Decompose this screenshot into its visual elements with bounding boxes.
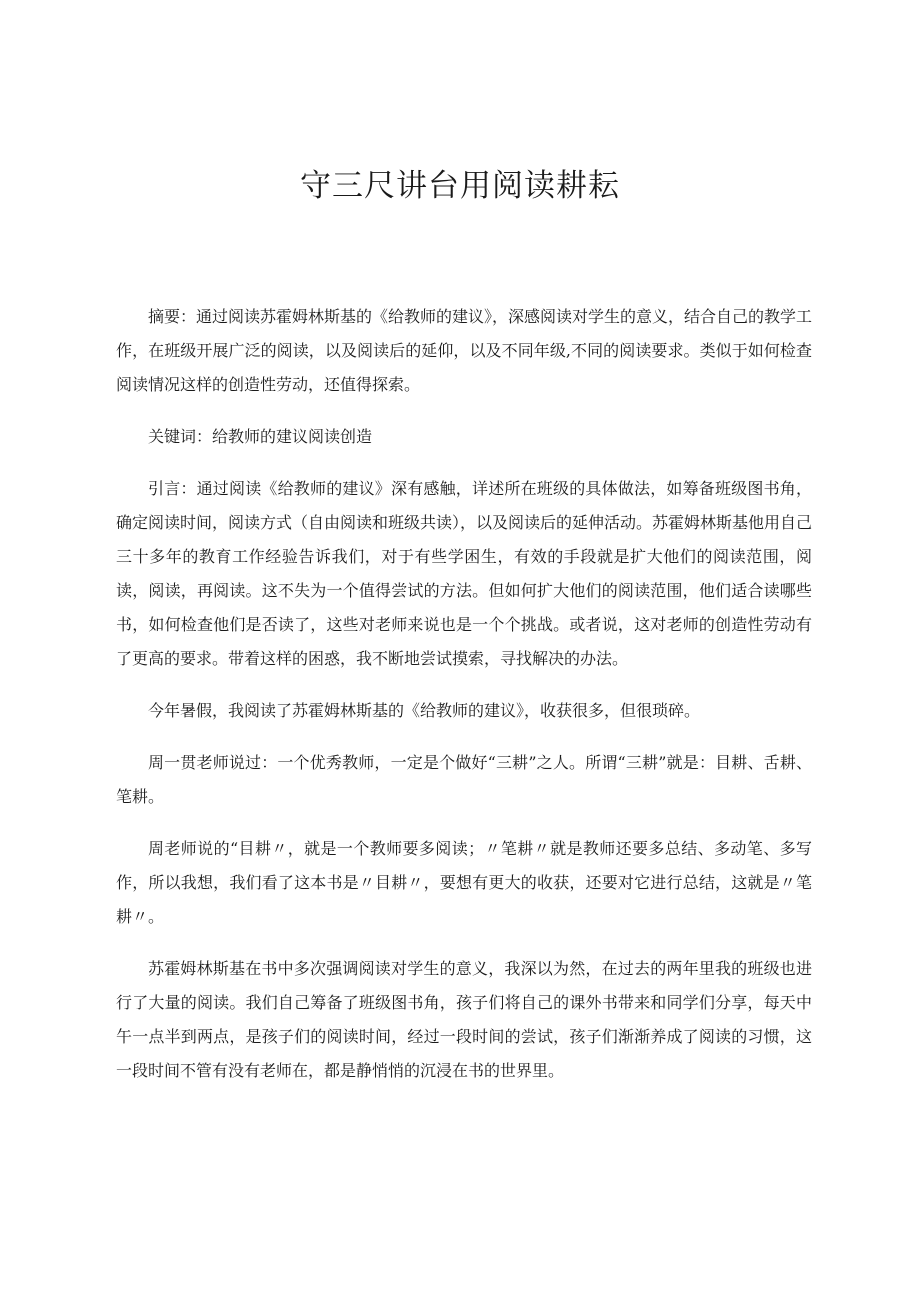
body-paragraph: 苏霍姆林斯基在书中多次强调阅读对学生的意义，我深以为然，在过去的两年里我的班级也进行了大量的阅读。我们自己筹备了班级图书角，孩子们将自己的课外书带来和同学们分享，每天中午一点半到两点，是孩子们的阅读时间，经过一段时间的尝试，孩子们渐渐养成了阅读的习惯，这一段时间不管有没有老师在，都是静悄悄的沉浸在书的世界里。 [116,959,812,1080]
abstract-paragraph: 摘要：通过阅读苏霍姆林斯基的《给教师的建议》，深感阅读对学生的意义，结合自己的教学工作，在班级开展广泛的阅读，以及阅读后的延仰，以及不同年级,不同的阅读要求。类似于如何检查阅读情况这样的创造性劳动，还值得探索。 [116,307,813,394]
body-paragraph: 周一贯老师说过：一个优秀教师，一定是个做好“三耕”之人。所谓“三耕”就是：目耕、舌耕、笔耕。 [116,753,812,806]
body-paragraph: 周老师说的“目耕〃，就是一个教师要多阅读；〃笔耕〃就是教师还要多总结、多动笔、多写作，所以我想，我们看了这本书是〃目耕〃，要想有更大的收获，还要对它进行总结，这就是〃笔耕〃。 [116,839,812,926]
body-paragraph: 今年暑假，我阅读了苏霍姆林斯基的《给教师的建议》，收获很多，但很琐碎。 [148,701,701,720]
document-title: 守三尺讲台用阅读耕耘 [300,168,620,204]
document-body [116,300,812,1106]
keywords-paragraph: 关键词：给教师的建议阅读创造 [148,427,373,446]
introduction-paragraph: 引言：通过阅读《给教师的建议》深有感触，详述所在班级的具体做法，如筹备班级图书角，确定阅读时间，阅读方式（自由阅读和班级共读），以及阅读后的延伸活动。苏霍姆林斯基他用自己三十多年的教育工作经验告诉我们，对于有些学困生，有效的手段就是扩大他们的阅读范围，阅读，阅读，再阅读。这不失为一个值得尝试的方法。但如何扩大他们的阅读范围，他们适合读哪些书，如何检查他们是否读了，这些对老师来说也是一个个挑战。或者说，这对老师的创造性劳动有了更高的要求。带着这样的困惑，我不断地尝试摸索，寻找解决的办法。 [116,479,813,668]
